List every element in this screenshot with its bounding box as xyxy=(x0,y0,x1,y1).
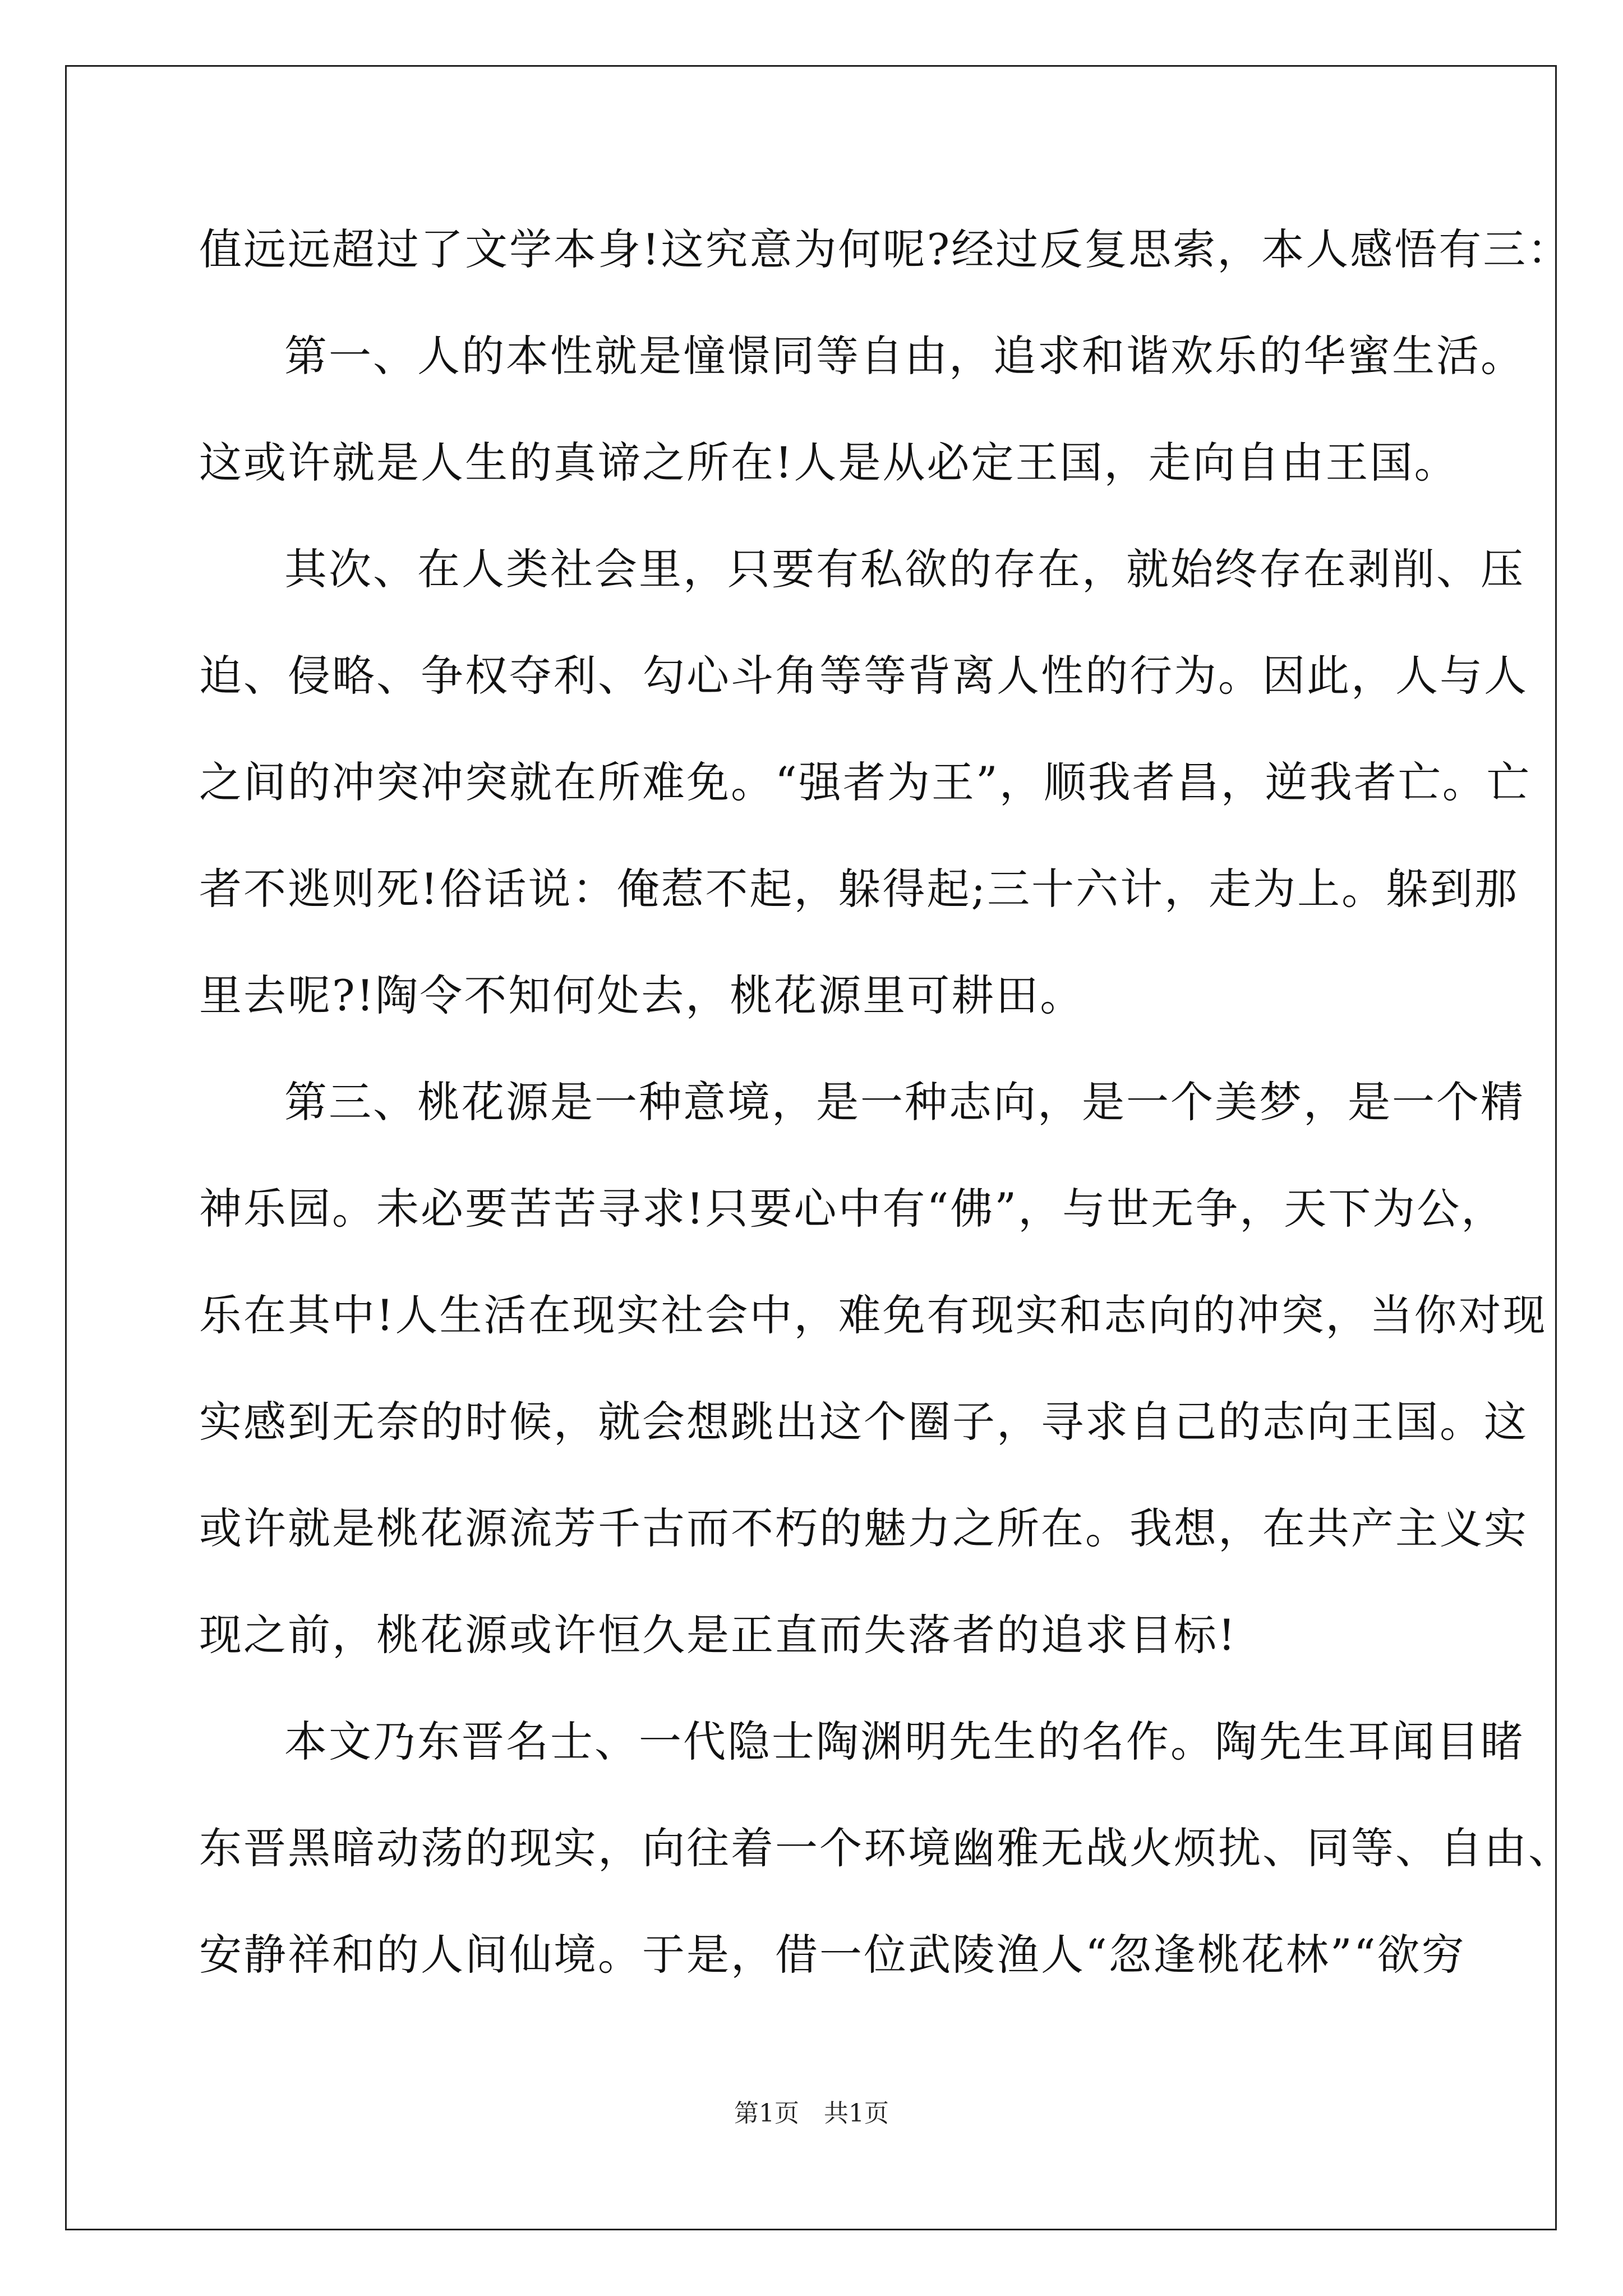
text-line: 迫、侵略、争权夺利、勾心斗角等等背离人性的行为。因此，人与人 xyxy=(199,651,1528,701)
text-line: 现之前，桃花源或许恒久是正直而失落者的追求目标! xyxy=(199,1610,1237,1660)
text-line: 值远远超过了文学本身!这究意为何呢?经过反复思索，本人感悟有三： xyxy=(199,224,1572,274)
text-line: 东晋黑暗动荡的现实，向往着一个环境幽雅无战火烦扰、同等、自由、 xyxy=(199,1823,1573,1873)
text-line: 第三、桃花源是一种意境，是一种志向，是一个美梦，是一个精 xyxy=(284,1077,1525,1127)
text-line: 里去呢?!陶令不知何处去，桃花源里可耕田。 xyxy=(199,970,1085,1020)
text-line: 或许就是桃花源流芳千古而不朽的魅力之所在。我想，在共产主义实 xyxy=(199,1503,1528,1553)
page-number: 第1页 xyxy=(734,2099,799,2128)
text-line: 其次、在人类社会里，只要有私欲的存在，就始终存在剥削、压 xyxy=(284,544,1525,594)
text-line: 本文乃东晋名士、一代隐士陶渊明先生的名作。陶先生耳闻目睹 xyxy=(284,1717,1525,1766)
text-line: 乐在其中!人生活在现实社会中，难免有现实和志向的冲突，当你对现 xyxy=(199,1290,1547,1340)
page-footer xyxy=(0,2097,1623,2131)
text-line: 第一、人的本性就是憧憬同等自由，追求和谐欢乐的华蜜生活。 xyxy=(284,331,1525,381)
page-total: 共1页 xyxy=(824,2099,889,2128)
text-line: 之间的冲突冲突就在所难免。“强者为王”，顺我者昌，逆我者亡。亡 xyxy=(199,757,1531,807)
document-body xyxy=(199,216,1573,2028)
text-line: 安静祥和的人间仙境。于是，借一位武陵渔人“忽逢桃花林”“欲穷 xyxy=(199,1930,1466,1980)
text-line: 者不逃则死!俗话说：俺惹不起，躲得起;三十六计，走为上。躲到那 xyxy=(199,864,1519,914)
text-line: 这或许就是人生的真谛之所在!人是从必定王国，走向自由王国。 xyxy=(199,438,1459,487)
text-line: 神乐园。未必要苦苦寻求!只要心中有“佛”，与世无争，天下为公， xyxy=(199,1184,1506,1234)
text-line: 实感到无奈的时候，就会想跳出这个圈子，寻求自己的志向王国。这 xyxy=(199,1397,1528,1447)
